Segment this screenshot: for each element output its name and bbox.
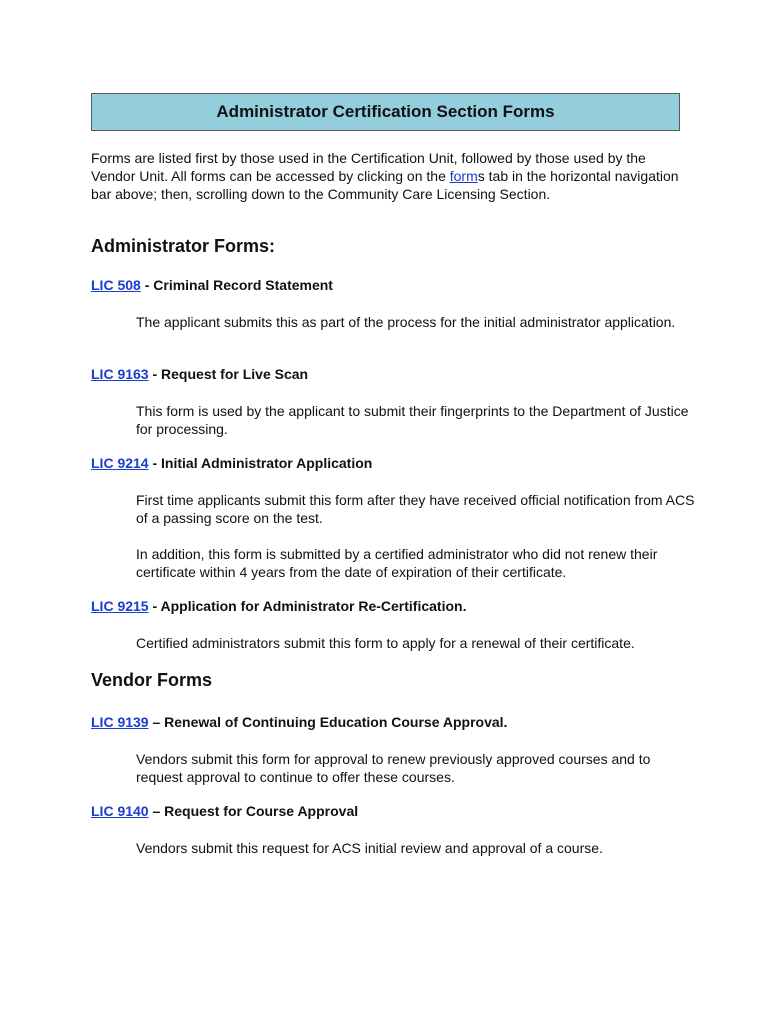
form-title: – Request for Course Approval: [148, 803, 359, 819]
form-description: Vendors submit this form for approval to renew previously approved courses and to request approval to continue to offer these courses.: [136, 751, 651, 785]
form-title: - Application for Administrator Re-Certification.: [148, 598, 467, 614]
form-title: - Initial Administrator Application: [148, 455, 373, 471]
intro-text-start: Forms are listed first by those used in the Certification Unit, followed by those used by the Vendor Unit. All forms can be accessed by clicking on the: [91, 150, 646, 184]
form-entry-lic-9214: [91, 455, 372, 471]
form-description: Certified administrators submit this form to apply for a renewal of their certificate.: [136, 635, 635, 651]
page-title: Administrator Certification Section Forms: [91, 93, 680, 131]
form-entry-lic-9139: [91, 714, 507, 730]
intro-text-end: s tab in the horizontal navigation bar above; then, scrolling down to the Community Care Licensing Section.: [91, 168, 679, 202]
form-title: - Criminal Record Statement: [140, 277, 333, 293]
form-entry-lic-9215: [91, 598, 466, 614]
vendor-forms-heading: Vendor Forms: [91, 670, 213, 690]
form-description: This form is used by the applicant to submit their fingerprints to the Department of Justice for processing.: [136, 403, 689, 437]
intro-paragraph: [91, 149, 691, 203]
lic-9139-link[interactable]: LIC 9139: [91, 714, 149, 730]
lic-508-link[interactable]: LIC 508: [91, 277, 141, 293]
form-entry-lic-9163: [91, 366, 308, 382]
form-entry-lic-9140: [91, 803, 358, 819]
form-description: In addition, this form is submitted by a certified administrator who did not renew their certificate within 4 years from the date of expiration of their certificate.: [136, 546, 658, 580]
lic-9215-link[interactable]: LIC 9215: [91, 598, 149, 614]
lic-9140-link[interactable]: LIC 9140: [91, 803, 149, 819]
form-title: – Renewal of Continuing Education Course Approval.: [148, 714, 508, 730]
form-title: - Request for Live Scan: [148, 366, 309, 382]
form-description: The applicant submits this as part of the process for the initial administrator application.: [136, 314, 676, 330]
form-description: First time applicants submit this form after they have received official notification from ACS of a passing score on the test.: [136, 492, 695, 526]
lic-9163-link[interactable]: LIC 9163: [91, 366, 149, 382]
forms-tab-link[interactable]: form: [449, 168, 478, 184]
form-description: Vendors submit this request for ACS initial review and approval of a course.: [136, 840, 603, 856]
form-entry-lic-508: [91, 277, 333, 293]
lic-9214-link[interactable]: LIC 9214: [91, 455, 149, 471]
administrator-forms-heading: Administrator Forms:: [91, 236, 276, 256]
